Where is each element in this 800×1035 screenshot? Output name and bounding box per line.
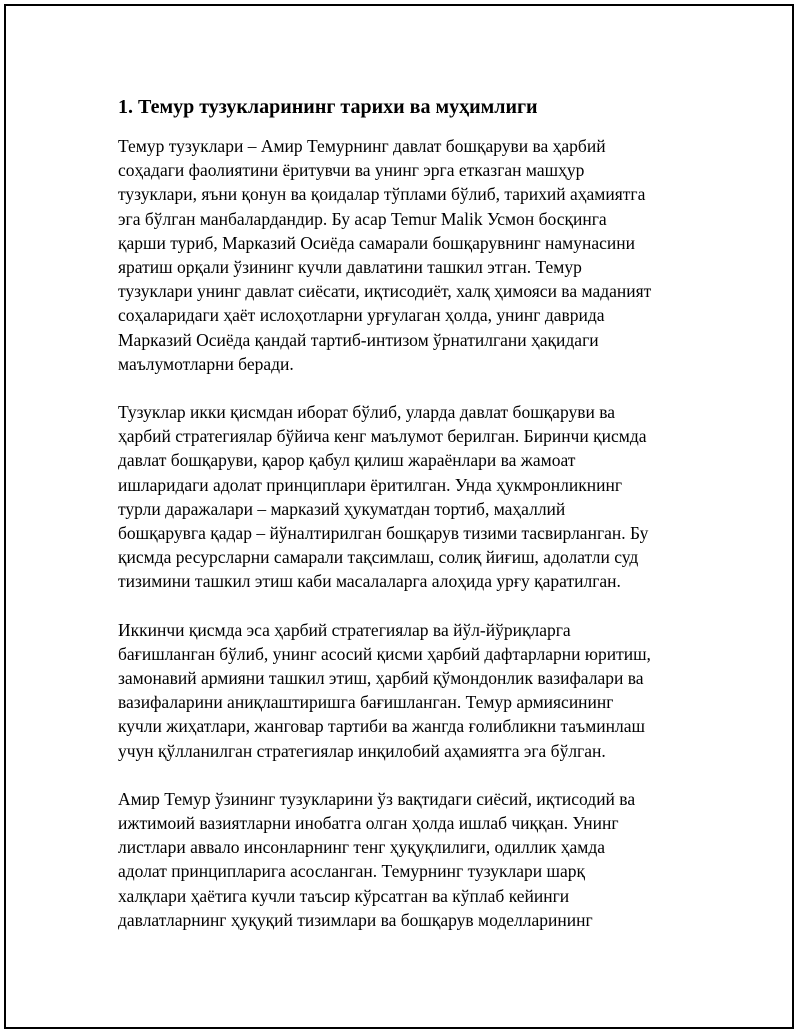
paragraph-2: Тузуклар икки қисмдан иборат бўлиб, уларда давлат бошқаруви ва ҳарбий стратегиялар бўйича кенг маълумот берилган. Биринчи қисмда давлат бошқаруви, қарор қабул қилиш жараёнлари ва жамоат ишларидаги адолат принциплари ёритилган. Унда ҳукмронликнинг турли даражалари – марказий ҳукуматдан тортиб, маҳаллий бошқарувга қадар – йўналтирилган бошқарув тизими тасвирланган. Бу қисмда ресурсларни самарали тақсимлаш, солиқ йиғиш, адолатли суд тизимини ташкил этиш каби масалаларга алоҳида урғу қаратилган. — [118, 402, 649, 592]
paragraph-1: Темур тузуклари – Амир Темурнинг давлат бошқаруви ва ҳарбий соҳадаги фаолиятини ёритувчи ва унинг эрга етказган машҳур тузуклари, яъни қонун ва қоидалар тўплами бўлиб, тарихий аҳамиятга эга бўлган манбалардандир. Бу асар Temur Malik Усмон босқинга қарши туриб, Марказий Осиёда самарали бошқарувнинг намунасини яратиш орқали ўзининг кучли давлатини ташкил этган. Темур тузуклари унинг давлат сиёсати, иқтисодиёт, халқ ҳимояси ва маданият соҳаларидаги ҳаёт ислоҳотларни урғулаган ҳолда, унинг даврида Марказий Осиёда қандай тартиб-интизом ўрнатилгани ҳақидаги маълумотларни беради. — [118, 136, 652, 374]
document-body — [118, 94, 708, 956]
paragraph-3: Иккинчи қисмда эса ҳарбий стратегиялар ва йўл-йўриқларга бағишланган бўлиб, унинг асосий қисми ҳарбий дафтарларни юритиш, замонавий армияни ташкил этиш, ҳарбий қўмондонлик вазифалари ва вазифаларини аниқлаштиришга бағишланган. Темур армиясининг кучли жиҳатлари, жанговар тартиби ва жангда ғолибликни таъминлаш учун қўлланилган стратегиялар инқилобий аҳамиятга эга бўлган. — [118, 619, 651, 761]
section-heading: 1. Темур тузукларининг тарихи ва муҳимлиги — [118, 96, 538, 118]
paragraph-4: Амир Темур ўзининг тузукларини ўз вақтидаги сиёсий, иқтисодий ва ижтимоий вазиятларни инобатга олган ҳолда ишлаб чиққан. Унинг листлари аввало инсонларнинг тенг ҳуқуқлилиги, одиллик ҳамда адолат принципларига асосланган. Темурнинг тузуклари шарқ халқлари ҳаётига кучли таъсир кўрсатган ва кўплаб кейинги давлатларнинг ҳуқуқий тизимлари ва бошқарув моделларининг — [118, 788, 636, 930]
